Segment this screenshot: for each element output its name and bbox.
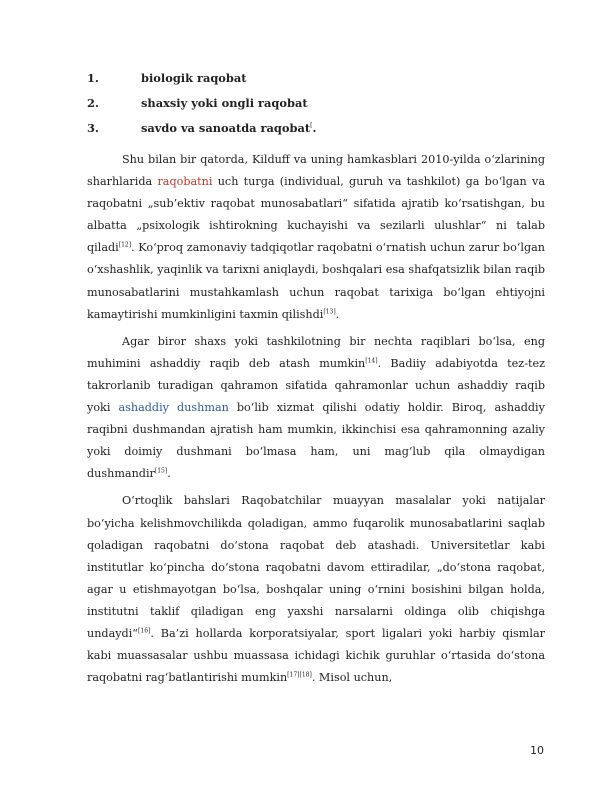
footnote-ref[interactable]: [14] [365, 357, 378, 365]
footnote-ref[interactable]: [17][18] [287, 671, 312, 679]
footnote-ref[interactable]: [12] [118, 241, 132, 249]
paragraph-1: Shu bilan bir qatorda, Kilduff va uning hamkasblari 2010-yilda o‘zlarining sharhlarida raqobatni uch turga (individual, guruh va tashkilot) ga bo‘lgan va raqobatni „sub’ektiv raqobat munosabatlari“ sifatida ajratib ko‘rsatishgan, bu albatta „psixologik ishtirokning kuchayishi va sezilarli ulushlar“ ni talab qiladi[12]. Ko‘proq zamonaviy tadqiqotlar raqobatni o‘rnatish uchun zarur bo‘lgan o‘xshashlik, yaqinlik va tarixni aniqlaydi, boshqalari esa shafqatsizlik bilan raqib munosabatlarini mustahkamlash uchun raqobat tarixiga bo‘lgan ehtiyojni kamaytirishi mumkinligini taxmin qilishdi[13]. [87, 153, 545, 321]
list-item-text: savdo va sanoatda raqobat[. [141, 121, 317, 135]
page-number: 10 [530, 744, 544, 757]
paragraph-3: O‘rtoqlik bahslari Raqobatchilar muayyan masalalar yoki natijalar bo‘yicha kelishmovchilikda qoladigan, ammo fuqarolik munosabatlarini saqlab qoladigan raqobatni do‘stona raqobat deb atashadi. Universitetlar kabi institutlar ko‘pincha do‘stona raqobatni davom ettiradilar, „do‘stona raqobat, agar u etishmayotgan bo‘lsa, boshqalar uning o‘rnini bosishini bilgan holda, institutni taklif qiladigan eng yaxshi narsalarni oldinga olib chiqishga undaydi“[16]. Ba’zi hollarda korporatsiyalar, sport ligalari yoki harbiy qismlar kabi muassasalar ushbu muassasa ichidagi kichik guruhlar o‘rtasida do‘stona raqobatni rag‘batlantirishi mumkin[17][18]. Misol uchun, [87, 494, 545, 685]
footnote-ref[interactable]: [15] [154, 467, 168, 475]
list-item-number: 3. [87, 121, 99, 135]
footnote-ref[interactable]: [13] [323, 307, 336, 315]
body-text [87, 149, 545, 689]
link-raqobatni[interactable]: raqobatni [157, 175, 213, 189]
link-ashaddiy-dushman[interactable]: ashaddiy dushman [118, 401, 229, 415]
footnote-ref[interactable]: [ [310, 122, 313, 130]
footnote-ref[interactable]: [16] [138, 627, 151, 635]
paragraph-2: Agar biror shaxs yoki tashkilotning bir nechta raqiblari bo‘lsa, eng muhimini ashaddiy raqib deb atash mumkin[14]. Badiiy adabiyotda tez-tez takrorlanib turadigan qahramon sifatida qahramonlar uchun ashaddiy raqib yoki ashaddiy dushman bo‘lib xizmat qilishi odatiy holdir. Biroq, ashaddiy raqibni dushmandan ajratish ham mumkin, ikkinchisi esa qahramonning azaliy yoki doimiy dushmani bo‘lmasa ham, uni mag‘lub qila olmaydigan dushmandir[15]. [87, 334, 545, 481]
list-item-text: biologik raqobat [141, 71, 247, 85]
list-item-text: shaxsiy yoki ongli raqobat [141, 96, 308, 110]
list-item-number: 2. [87, 96, 99, 110]
list-item-number: 1. [87, 71, 99, 85]
